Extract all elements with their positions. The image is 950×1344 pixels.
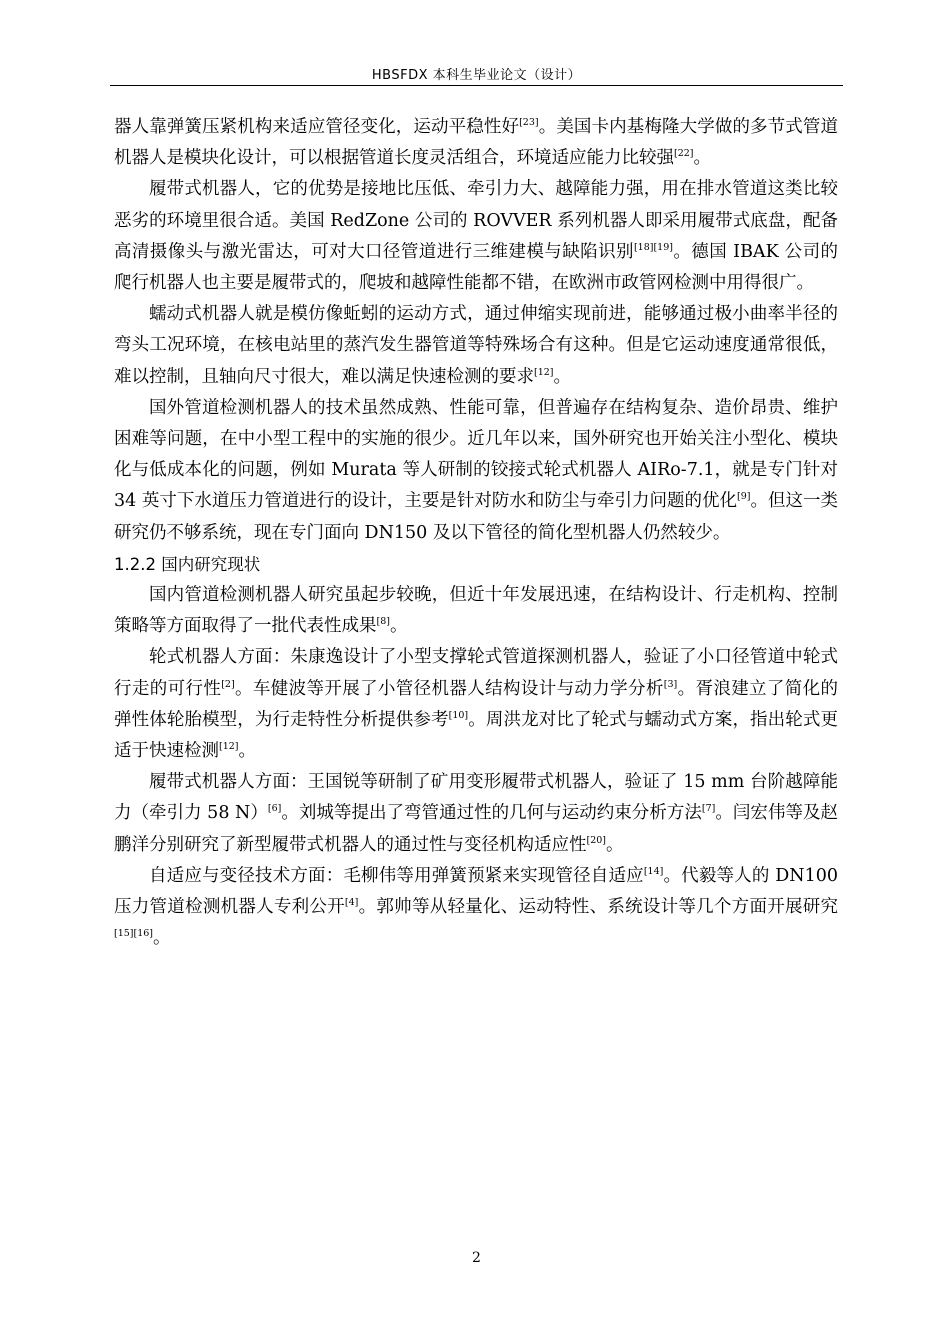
text-run: 自适应与变径技术方面：毛柳伟等用弹簧预紧来实现管径自适应 (149, 865, 644, 886)
text-run: 。周洪龙对比了轮式与蠕动式方案，指出轮式更适于快速检测 (114, 709, 839, 762)
text-run: 。 (693, 148, 712, 169)
text-run: 。车健波等开展了小管径机器人结构设计与动力学分析 (234, 678, 664, 699)
citation-marker: [14] (643, 865, 664, 877)
citation-marker: [4] (344, 897, 359, 909)
citation-marker: [18][19] (633, 241, 673, 253)
citation-marker: [20] (586, 834, 607, 846)
citation-marker: [12] (534, 366, 554, 378)
text-run: 。 (389, 616, 408, 637)
paragraph (114, 174, 838, 299)
text-run: 。闫宏伟等及赵鹏洋分别研究了新型履带式机器人的通过性与变径机构适应性 (114, 803, 839, 855)
text-run: 。但这一类研究仍不够系统，现在专门面向 DN150 及以下管径的简化型机器人仍然较少。 (114, 491, 838, 543)
section-heading (114, 549, 838, 580)
paragraph (114, 642, 838, 767)
running-header: HBSFDX 本科生毕业论文（设计） (371, 68, 582, 83)
citation-marker: [10] (448, 709, 469, 721)
body-text (114, 112, 838, 954)
page-number: 2 (472, 1250, 481, 1266)
citation-marker: [8] (376, 616, 390, 628)
text-run: 蠕动式机器人就是模仿像蚯蚓的运动方式，通过伸缩实现前进，能够通过极小曲率半径的弯头工况环境，在核电站里的蒸汽发生器管道等特殊场合有这种。但是它运动速度通常很低，难以控制，且轴向尺寸很大，难以满足快速检测的要求 (114, 304, 838, 387)
text-run: 。郭帅等从轻量化、运动特性、系统设计等几个方面开展研究 (358, 897, 838, 918)
paragraph (114, 299, 838, 393)
citation-marker: [22] (674, 148, 694, 160)
text-run: 。 (153, 928, 171, 949)
text-run: 。刘城等提出了弯管通过性的几何与运动约束分析方法 (281, 803, 702, 824)
text-run: 。德国 IBAK 公司的爬行机器人也主要是履带式的，爬坡和越障性能都不错，在欧洲市政管网检测中用得很广。 (114, 241, 838, 294)
citation-marker: [12] (219, 741, 239, 753)
paragraph (114, 580, 838, 642)
text-run: 轮式机器人方面：朱康逸设计了小型支撑轮式管道探测机器人，验证了小口径管道中轮式行走的可行性 (114, 647, 838, 699)
citation-marker: [15][16] (114, 928, 154, 940)
citation-marker: [23] (519, 117, 539, 128)
paragraph (114, 112, 838, 174)
text-run: 。代毅等人的 DN100 压力管道检测机器人专利公开 (114, 865, 839, 918)
text-run: 履带式机器人，它的优势是接地比压低、牵引力大、越障能力强，用在排水管道这类比较恶劣的环境里很合适。美国 RedZone 公司的 ROVVER 系列机器人即采用履带式底盘，配备高清摄像头与激光雷达，可对大口径管道进行三维建模与缺陷识别 (114, 179, 838, 262)
citation-marker: [6] (267, 803, 282, 815)
text-run: 履带式机器人方面：王国锐等研制了矿用变形履带式机器人，验证了 15 mm 台阶越障能力（牵引力 58 N） (114, 772, 838, 824)
citation-marker: [3] (663, 678, 678, 690)
text-run: 。 (553, 366, 572, 387)
text-run: 器人靠弹簧压紧机构来适应管径变化，运动平稳性好 (114, 117, 520, 137)
citation-marker: [7] (701, 803, 716, 815)
text-run: 。 (606, 834, 624, 855)
text-run: 。美国卡内基梅隆大学做的多节式管道机器人是模块化设计，可以根据管道长度灵活组合，环境适应能力比较强 (114, 117, 838, 169)
header-rule (110, 85, 843, 86)
paragraph (114, 393, 838, 549)
text-run: 。胥浪建立了简化的弹性体轮胎模型，为行走特性分析提供参考 (114, 678, 839, 730)
paragraph (114, 861, 838, 955)
text-run: 国外管道检测机器人的技术虽然成熟、性能可靠，但普遍存在结构复杂、造价昂贵、维护困难等问题，在中小型工程中的实施的很少。近几年以来，国外研究也开始关注小型化、模块化与低成本化的问题，例如 Murata 等人研制的铰接式轮式机器人 AIRo-7.1，就是专门针对 34 英寸下水道压力管道进行的设计，主要是针对防水和防尘与牵引力问题的优化 (114, 397, 838, 512)
paragraph (114, 767, 838, 861)
text-run: 。 (238, 741, 257, 762)
citation-marker: [2] (221, 678, 235, 690)
text-run: 国内管道检测机器人研究虽起步较晚，但近十年发展迅速，在结构设计、行走机构、控制策略等方面取得了一批代表性成果 (114, 585, 838, 637)
text-run: 1.2.2 国内研究现状 (114, 554, 261, 574)
citation-marker: [9] (737, 491, 751, 503)
